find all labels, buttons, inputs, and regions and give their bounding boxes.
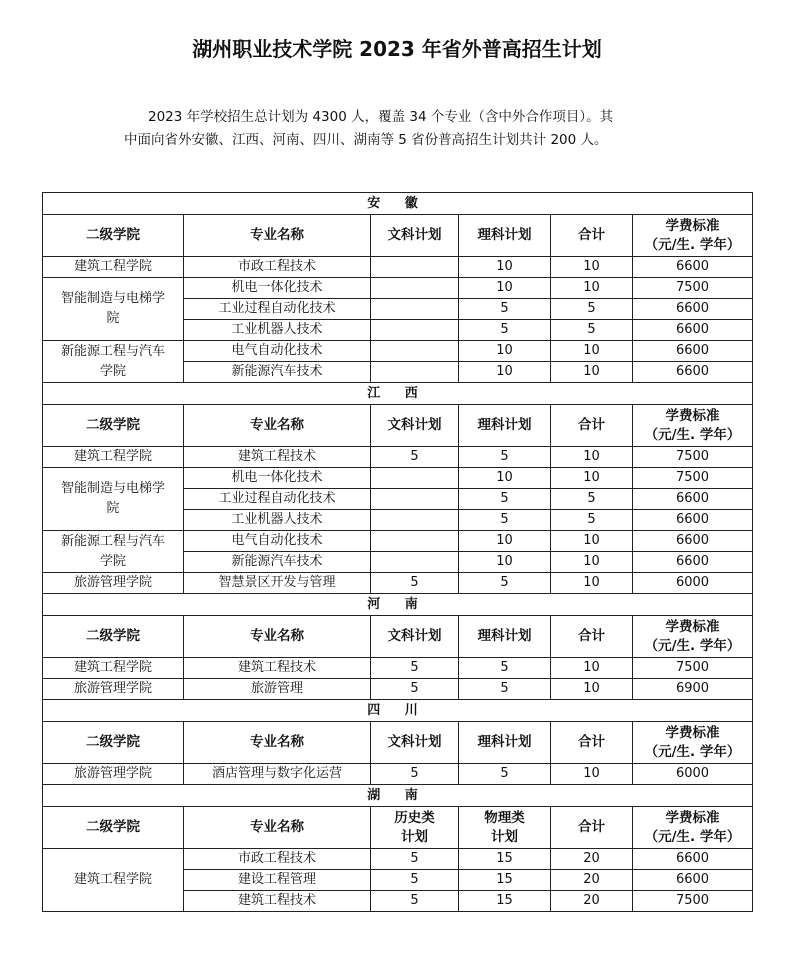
header-row xyxy=(43,616,753,658)
header-plan-a: 历史类 计划 xyxy=(371,807,459,849)
cell-plan-b: 15 xyxy=(459,891,551,912)
header-row xyxy=(43,722,753,764)
cell-plan-a xyxy=(371,341,459,362)
cell-major: 市政工程技术 xyxy=(184,849,371,870)
cell-tuition: 6600 xyxy=(633,299,753,320)
cell-total: 20 xyxy=(551,891,633,912)
cell-total: 10 xyxy=(551,447,633,468)
cell-plan-b: 15 xyxy=(459,849,551,870)
cell-major: 电气自动化技术 xyxy=(184,341,371,362)
cell-total: 10 xyxy=(551,764,633,785)
cell-plan-a xyxy=(371,257,459,278)
cell-plan-b: 5 xyxy=(459,489,551,510)
header-plan-b: 理科计划 xyxy=(459,405,551,447)
cell-tuition: 6000 xyxy=(633,573,753,594)
cell-tuition: 6600 xyxy=(633,531,753,552)
cell-plan-a: 5 xyxy=(371,870,459,891)
cell-major: 电气自动化技术 xyxy=(184,531,371,552)
cell-major: 建筑工程技术 xyxy=(184,658,371,679)
cell-total: 5 xyxy=(551,489,633,510)
cell-total: 20 xyxy=(551,870,633,891)
header-plan-a: 文科计划 xyxy=(371,616,459,658)
cell-plan-a: 5 xyxy=(371,679,459,700)
header-college: 二级学院 xyxy=(43,215,184,257)
cell-total: 10 xyxy=(551,468,633,489)
cell-tuition: 6600 xyxy=(633,849,753,870)
cell-total: 20 xyxy=(551,849,633,870)
province-heading: 河 南 xyxy=(43,594,753,616)
table-row xyxy=(43,468,753,489)
cell-college: 智能制造与电梯学院 xyxy=(43,468,184,531)
province-row xyxy=(43,193,753,215)
cell-plan-b: 10 xyxy=(459,257,551,278)
cell-plan-b: 10 xyxy=(459,278,551,299)
table-row xyxy=(43,531,753,552)
cell-plan-b: 5 xyxy=(459,573,551,594)
cell-college: 新能源工程与汽车学院 xyxy=(43,531,184,573)
cell-tuition: 6600 xyxy=(633,362,753,383)
cell-plan-b: 10 xyxy=(459,531,551,552)
header-major: 专业名称 xyxy=(184,616,371,658)
cell-major: 建设工程管理 xyxy=(184,870,371,891)
header-tuition: 学费标准 （元/生. 学年） xyxy=(633,616,753,658)
header-total: 合计 xyxy=(551,215,633,257)
cell-major: 工业机器人技术 xyxy=(184,320,371,341)
table-row xyxy=(43,257,753,278)
cell-plan-b: 5 xyxy=(459,658,551,679)
cell-college: 建筑工程学院 xyxy=(43,658,184,679)
cell-plan-b: 10 xyxy=(459,552,551,573)
cell-major: 工业过程自动化技术 xyxy=(184,299,371,320)
province-row xyxy=(43,594,753,616)
cell-tuition: 7500 xyxy=(633,468,753,489)
cell-plan-b: 5 xyxy=(459,510,551,531)
cell-tuition: 6600 xyxy=(633,257,753,278)
table-row xyxy=(43,679,753,700)
cell-total: 10 xyxy=(551,341,633,362)
cell-plan-b: 5 xyxy=(459,679,551,700)
header-row xyxy=(43,405,753,447)
cell-plan-a xyxy=(371,552,459,573)
cell-major: 工业机器人技术 xyxy=(184,510,371,531)
cell-tuition: 6600 xyxy=(633,341,753,362)
cell-major: 酒店管理与数字化运营 xyxy=(184,764,371,785)
cell-total: 10 xyxy=(551,679,633,700)
header-tuition: 学费标准 （元/生. 学年） xyxy=(633,405,753,447)
cell-plan-a: 5 xyxy=(371,849,459,870)
cell-college: 旅游管理学院 xyxy=(43,764,184,785)
cell-plan-a xyxy=(371,362,459,383)
cell-total: 10 xyxy=(551,278,633,299)
cell-college: 建筑工程学院 xyxy=(43,849,184,912)
cell-major: 工业过程自动化技术 xyxy=(184,489,371,510)
province-heading: 湖 南 xyxy=(43,785,753,807)
cell-tuition: 7500 xyxy=(633,658,753,679)
cell-total: 5 xyxy=(551,320,633,341)
cell-tuition: 6600 xyxy=(633,320,753,341)
cell-major: 建筑工程技术 xyxy=(184,891,371,912)
header-total: 合计 xyxy=(551,807,633,849)
intro-paragraph xyxy=(124,106,668,152)
cell-plan-a xyxy=(371,510,459,531)
header-college: 二级学院 xyxy=(43,807,184,849)
table-row xyxy=(43,849,753,870)
cell-major: 旅游管理 xyxy=(184,679,371,700)
cell-plan-a: 5 xyxy=(371,658,459,679)
cell-tuition: 6900 xyxy=(633,679,753,700)
table-row xyxy=(43,341,753,362)
cell-plan-a xyxy=(371,278,459,299)
header-college: 二级学院 xyxy=(43,616,184,658)
header-tuition: 学费标准 （元/生. 学年） xyxy=(633,722,753,764)
cell-plan-b: 5 xyxy=(459,764,551,785)
header-plan-a: 文科计划 xyxy=(371,215,459,257)
cell-total: 5 xyxy=(551,510,633,531)
cell-plan-a xyxy=(371,531,459,552)
cell-total: 10 xyxy=(551,658,633,679)
table-row xyxy=(43,658,753,679)
cell-total: 10 xyxy=(551,531,633,552)
header-tuition: 学费标准 （元/生. 学年） xyxy=(633,215,753,257)
intro-line-1: 2023 年学校招生总计划为 4300 人，覆盖 34 个专业（含中外合作项目）。其 xyxy=(148,109,614,125)
header-plan-b: 理科计划 xyxy=(459,616,551,658)
cell-plan-b: 5 xyxy=(459,447,551,468)
cell-total: 10 xyxy=(551,362,633,383)
province-row xyxy=(43,785,753,807)
cell-plan-a: 5 xyxy=(371,573,459,594)
cell-total: 10 xyxy=(551,552,633,573)
cell-major: 智慧景区开发与管理 xyxy=(184,573,371,594)
cell-plan-b: 5 xyxy=(459,320,551,341)
cell-tuition: 6600 xyxy=(633,489,753,510)
enrollment-plan-table xyxy=(42,192,753,912)
header-total: 合计 xyxy=(551,616,633,658)
cell-tuition: 6600 xyxy=(633,552,753,573)
cell-college: 建筑工程学院 xyxy=(43,447,184,468)
cell-major: 机电一体化技术 xyxy=(184,468,371,489)
header-total: 合计 xyxy=(551,405,633,447)
cell-tuition: 7500 xyxy=(633,278,753,299)
province-heading: 安 徽 xyxy=(43,193,753,215)
table-row xyxy=(43,447,753,468)
cell-plan-b: 10 xyxy=(459,362,551,383)
province-row xyxy=(43,700,753,722)
cell-total: 5 xyxy=(551,299,633,320)
cell-tuition: 7500 xyxy=(633,447,753,468)
cell-tuition: 6600 xyxy=(633,510,753,531)
cell-major: 市政工程技术 xyxy=(184,257,371,278)
cell-total: 10 xyxy=(551,257,633,278)
cell-college: 新能源工程与汽车学院 xyxy=(43,341,184,383)
cell-plan-a: 5 xyxy=(371,891,459,912)
cell-college: 旅游管理学院 xyxy=(43,573,184,594)
cell-plan-b: 15 xyxy=(459,870,551,891)
header-major: 专业名称 xyxy=(184,215,371,257)
header-tuition: 学费标准 （元/生. 学年） xyxy=(633,807,753,849)
cell-major: 机电一体化技术 xyxy=(184,278,371,299)
cell-college: 建筑工程学院 xyxy=(43,257,184,278)
table-row xyxy=(43,764,753,785)
header-major: 专业名称 xyxy=(184,405,371,447)
header-total: 合计 xyxy=(551,722,633,764)
cell-tuition: 6000 xyxy=(633,764,753,785)
header-major: 专业名称 xyxy=(184,807,371,849)
table-row xyxy=(43,278,753,299)
cell-college: 旅游管理学院 xyxy=(43,679,184,700)
header-plan-b: 理科计划 xyxy=(459,215,551,257)
cell-tuition: 7500 xyxy=(633,891,753,912)
cell-major: 新能源汽车技术 xyxy=(184,362,371,383)
cell-plan-a xyxy=(371,489,459,510)
header-major: 专业名称 xyxy=(184,722,371,764)
cell-plan-a: 5 xyxy=(371,447,459,468)
cell-plan-b: 10 xyxy=(459,468,551,489)
header-plan-b: 理科计划 xyxy=(459,722,551,764)
header-college: 二级学院 xyxy=(43,405,184,447)
cell-plan-a xyxy=(371,468,459,489)
cell-plan-a: 5 xyxy=(371,764,459,785)
cell-plan-a xyxy=(371,299,459,320)
header-plan-b: 物理类 计划 xyxy=(459,807,551,849)
cell-total: 10 xyxy=(551,573,633,594)
document-title: 湖州职业技术学院 2023 年省外普高招生计划 xyxy=(192,37,602,61)
province-heading: 江 西 xyxy=(43,383,753,405)
cell-plan-b: 5 xyxy=(459,299,551,320)
province-heading: 四 川 xyxy=(43,700,753,722)
header-row xyxy=(43,807,753,849)
cell-plan-a xyxy=(371,320,459,341)
cell-college: 智能制造与电梯学院 xyxy=(43,278,184,341)
header-college: 二级学院 xyxy=(43,722,184,764)
header-plan-a: 文科计划 xyxy=(371,722,459,764)
cell-major: 建筑工程技术 xyxy=(184,447,371,468)
intro-line-2: 中面向省外安徽、江西、河南、四川、湖南等 5 省份普高招生计划共计 200 人。 xyxy=(124,132,608,148)
header-plan-a: 文科计划 xyxy=(371,405,459,447)
cell-major: 新能源汽车技术 xyxy=(184,552,371,573)
cell-tuition: 6600 xyxy=(633,870,753,891)
table-row xyxy=(43,573,753,594)
header-row xyxy=(43,215,753,257)
province-row xyxy=(43,383,753,405)
cell-plan-b: 10 xyxy=(459,341,551,362)
